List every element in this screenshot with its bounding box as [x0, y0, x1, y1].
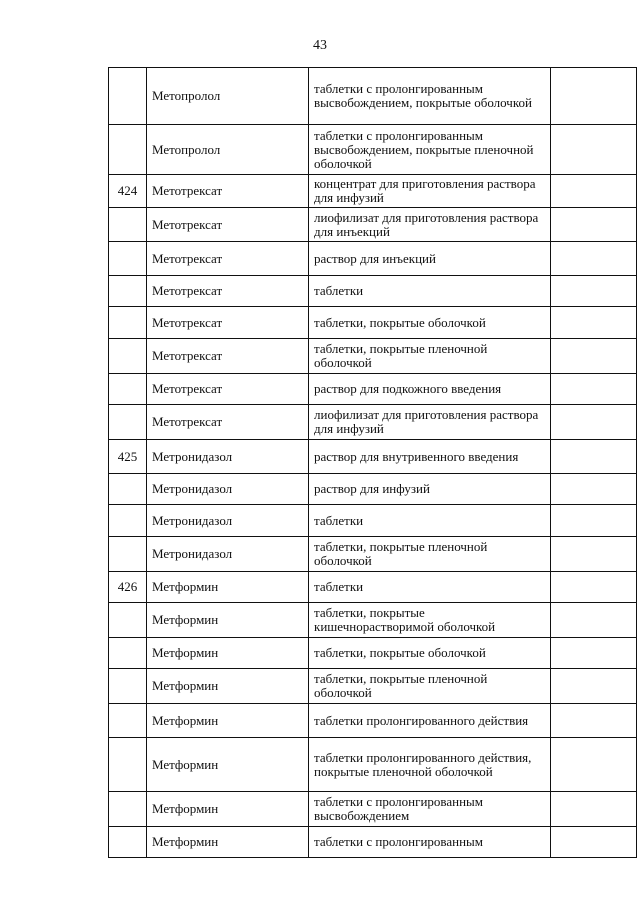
table-row [109, 505, 637, 537]
empty-cell [551, 537, 637, 572]
row-number-cell [109, 242, 147, 276]
row-number-cell [109, 603, 147, 638]
table-row [109, 125, 637, 175]
drug-table [108, 67, 637, 858]
drug-name-cell: Метформин [147, 603, 309, 638]
row-number-cell [109, 704, 147, 738]
drug-name-cell: Метотрексат [147, 175, 309, 208]
drug-name-cell: Метопролол [147, 125, 309, 175]
drug-name-cell: Метотрексат [147, 208, 309, 242]
row-number-cell [109, 125, 147, 175]
row-number-cell [109, 276, 147, 307]
row-number-cell [109, 208, 147, 242]
row-number-cell [109, 738, 147, 792]
row-number-cell [109, 307, 147, 339]
empty-cell [551, 738, 637, 792]
dosage-form-cell: таблетки с пролонгированным высвобождением [309, 792, 551, 827]
dosage-form-cell: раствор для подкожного введения [309, 374, 551, 405]
drug-name-cell: Метотрексат [147, 405, 309, 440]
dosage-form-cell: таблетки, покрытые пленочной оболочкой [309, 669, 551, 704]
row-number-cell [109, 405, 147, 440]
table-row [109, 307, 637, 339]
empty-cell [551, 276, 637, 307]
dosage-form-cell: таблетки, покрытые пленочной оболочкой [309, 537, 551, 572]
empty-cell [551, 440, 637, 474]
table-row [109, 276, 637, 307]
empty-cell [551, 603, 637, 638]
row-number-cell [109, 669, 147, 704]
dosage-form-cell: таблетки с пролонгированным [309, 827, 551, 858]
dosage-form-cell: концентрат для приготовления раствора для инфузий [309, 175, 551, 208]
drug-name-cell: Метформин [147, 738, 309, 792]
page-number: 43 [313, 38, 327, 53]
table-row [109, 68, 637, 125]
row-number-cell [109, 638, 147, 669]
dosage-form-cell: таблетки [309, 276, 551, 307]
empty-cell [551, 374, 637, 405]
row-number-cell [109, 68, 147, 125]
dosage-form-cell: раствор для инъекций [309, 242, 551, 276]
dosage-form-cell: таблетки, покрытые пленочной оболочкой [309, 339, 551, 374]
dosage-form-cell: таблетки пролонгированного действия, покрытые пленочной оболочкой [309, 738, 551, 792]
table-row [109, 792, 637, 827]
empty-cell [551, 307, 637, 339]
drug-name-cell: Метронидазол [147, 505, 309, 537]
row-number-cell [109, 792, 147, 827]
drug-name-cell: Метотрексат [147, 307, 309, 339]
table-row [109, 374, 637, 405]
dosage-form-cell: таблетки с пролонгированным высвобождением, покрытые пленочной оболочкой [309, 125, 551, 175]
table-row [109, 669, 637, 704]
table-row [109, 474, 637, 505]
dosage-form-cell: таблетки [309, 505, 551, 537]
dosage-form-cell: таблетки, покрытые кишечнорастворимой оболочкой [309, 603, 551, 638]
drug-name-cell: Метформин [147, 704, 309, 738]
table-row [109, 603, 637, 638]
drug-name-cell: Метронидазол [147, 474, 309, 505]
drug-name-cell: Метформин [147, 827, 309, 858]
row-number-cell [109, 537, 147, 572]
table-row [109, 572, 637, 603]
empty-cell [551, 208, 637, 242]
drug-name-cell: Метронидазол [147, 440, 309, 474]
drug-name-cell: Метотрексат [147, 242, 309, 276]
table-row [109, 440, 637, 474]
table-row [109, 738, 637, 792]
empty-cell [551, 242, 637, 276]
dosage-form-cell: таблетки [309, 572, 551, 603]
drug-name-cell: Метотрексат [147, 276, 309, 307]
row-number-cell [109, 339, 147, 374]
dosage-form-cell: таблетки с пролонгированным высвобождением, покрытые оболочкой [309, 68, 551, 125]
row-number-cell: 425 [109, 440, 147, 474]
drug-name-cell: Метформин [147, 669, 309, 704]
empty-cell [551, 339, 637, 374]
drug-name-cell: Метопролол [147, 68, 309, 125]
dosage-form-cell: лиофилизат для приготовления раствора для инъекций [309, 208, 551, 242]
table-row [109, 242, 637, 276]
row-number-cell [109, 827, 147, 858]
dosage-form-cell: таблетки, покрытые оболочкой [309, 307, 551, 339]
drug-name-cell: Метформин [147, 792, 309, 827]
empty-cell [551, 638, 637, 669]
empty-cell [551, 175, 637, 208]
table-row [109, 704, 637, 738]
empty-cell [551, 669, 637, 704]
table-row [109, 175, 637, 208]
drug-name-cell: Метформин [147, 638, 309, 669]
dosage-form-cell: раствор для инфузий [309, 474, 551, 505]
empty-cell [551, 125, 637, 175]
row-number-cell [109, 505, 147, 537]
table-row [109, 537, 637, 572]
table-row [109, 638, 637, 669]
row-number-cell: 426 [109, 572, 147, 603]
table-row [109, 339, 637, 374]
empty-cell [551, 704, 637, 738]
drug-name-cell: Метотрексат [147, 339, 309, 374]
table-row [109, 405, 637, 440]
row-number-cell: 424 [109, 175, 147, 208]
dosage-form-cell: таблетки пролонгированного действия [309, 704, 551, 738]
row-number-cell [109, 474, 147, 505]
table-row [109, 827, 637, 858]
dosage-form-cell: лиофилизат для приготовления раствора для инфузий [309, 405, 551, 440]
empty-cell [551, 792, 637, 827]
empty-cell [551, 405, 637, 440]
empty-cell [551, 68, 637, 125]
drug-name-cell: Метронидазол [147, 537, 309, 572]
dosage-form-cell: раствор для внутривенного введения [309, 440, 551, 474]
empty-cell [551, 572, 637, 603]
dosage-form-cell: таблетки, покрытые оболочкой [309, 638, 551, 669]
drug-name-cell: Метформин [147, 572, 309, 603]
empty-cell [551, 827, 637, 858]
row-number-cell [109, 374, 147, 405]
table-row [109, 208, 637, 242]
drug-name-cell: Метотрексат [147, 374, 309, 405]
empty-cell [551, 474, 637, 505]
empty-cell [551, 505, 637, 537]
